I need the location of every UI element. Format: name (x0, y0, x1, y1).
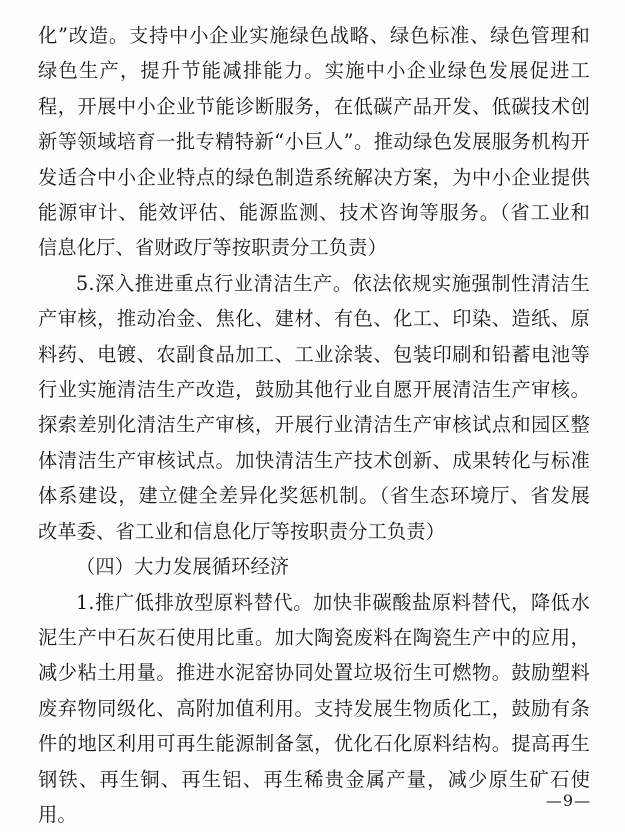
paragraph-section-heading-4: （四）大力发展循环经济 (76, 555, 290, 579)
page-content (38, 18, 590, 832)
paragraph-item-1: 1.推广低排放型原料替代。加快非碳酸盐原料替代，降低水泥生产中石灰石使用比重。加大陶瓷废料在陶瓷生产中的应用，减少粘土用量。推进水泥窑协同处置垃圾衍生可燃物。鼓励塑料废弃物同级化、高附加值利用。支持发展生物质化工，鼓励有条件的地区利用可再生能源制备氢，优化石化原料结构。提高再生钢铁、再生铜、再生铝、再生稀贵金属产量，减少原生矿石使用。 (38, 590, 590, 826)
page-number: —9— (545, 791, 591, 810)
paragraph-item-5: 5.深入推进重点行业清洁生产。依法依规实施强制性清洁生产审核，推动冶金、焦化、建材、有色、化工、印染、造纸、原料药、电镀、农副食品加工、工业涂装、包装印刷和铅蓄电池等行业实施清洁生产改造，鼓励其他行业自愿开展清洁生产审核。探索差别化清洁生产审核，开展行业清洁生产审核试点和园区整体清洁生产审核试点。加快清洁生产技术创新、成果转化与标准体系建设，建立健全差异化奖惩机制。（省生态环境厅、省发展改革委、省工业和信息化厅等按职责分工负责） (38, 271, 590, 543)
paragraph-continued-green: 化”改造。支持中小企业实施绿色战略、绿色标准、绿色管理和绿色生产，提升节能减排能力。实施中小企业绿色发展促进工程，开展中小企业节能诊断服务，在低碳产品开发、低碳技术创新等领域培育一批专精特新“小巨人”。推动绿色发展服务机构开发适合中小企业特点的绿色制造系统解决方案，为中小企业提供能源审计、能效评估、能源监测、技术咨询等服务。（省工业和信息化厅、省财政厅等按职责分工负责） (38, 24, 590, 260)
